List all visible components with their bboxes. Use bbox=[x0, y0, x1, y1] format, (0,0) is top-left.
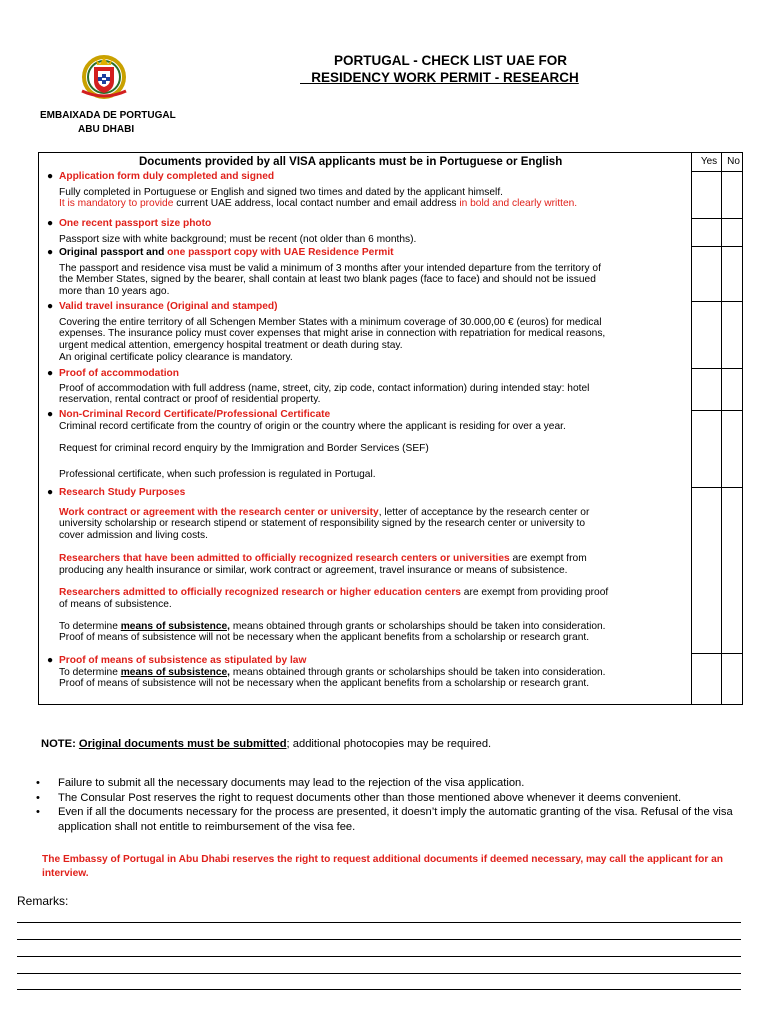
bullet-icon: ● bbox=[47, 487, 54, 498]
page-title-line2: RESIDENCY WORK PERMIT - RESEARCH bbox=[300, 70, 579, 85]
list-item: • Even if all the documents necessary for the process are presented, it doesn’t imply the automatic granting of the visa. Refusal of the visa application shall not entitle to reimbursement of the visa fee. bbox=[36, 806, 733, 833]
bullet-icon: ● bbox=[47, 409, 54, 420]
remarks-line bbox=[17, 956, 741, 957]
bullet-icon: ● bbox=[47, 218, 54, 229]
embassy-city: ABU DHABI bbox=[78, 124, 135, 135]
list-item: • Failure to submit all the necessary documents may lead to the rejection of the visa application. bbox=[36, 777, 525, 789]
bullet-icon: ● bbox=[47, 171, 54, 182]
bullet-icon: ● bbox=[47, 301, 54, 312]
bullet-icon: • bbox=[36, 791, 40, 804]
item-title: Proof of means of subsistence as stipulated by law bbox=[59, 655, 307, 666]
bullet-icon: ● bbox=[47, 368, 54, 379]
remarks-line bbox=[17, 922, 741, 923]
bullet-icon: ● bbox=[47, 655, 54, 666]
checklist-table bbox=[38, 152, 743, 705]
yes-column-header: Yes bbox=[700, 156, 718, 167]
bullet-icon: • bbox=[36, 777, 40, 789]
remarks-line bbox=[17, 989, 741, 990]
embassy-name: EMBAIXADA DE PORTUGAL bbox=[40, 110, 176, 121]
checklist-item-passport: ● Original passport and one passport copy with UAE Residence Permit The passport and residence visa must be valid a minimum of 3 months after your intended departure from the territory of the Member States, signed by the bearer, shall contain at least two blank pages (face to face) and should not be issued more than 10 years ago. bbox=[47, 247, 601, 298]
list-item: • The Consular Post reserves the right to request documents other than those mentioned above whenever it deems convenient. bbox=[36, 791, 682, 804]
item-text: Fully completed in Portuguese or English and signed two times and dated by the applicant himself. bbox=[59, 186, 503, 198]
checklist-item-travel-insurance: ● Valid travel insurance (Original and stamped) Covering the entire territory of all Schengen Member States with a minimum coverage of 30.000,00 € (euros) for medical expenses. The insurance policy must cover expenses that might arise in connection with repatriation for medical reasons, urgent medical attention, emergency hospital treatment or death during stay. An original certificate policy clearance is mandatory. bbox=[47, 301, 692, 364]
bullet-icon: ● bbox=[47, 247, 54, 258]
checklist-item-research-study: ● Research Study Purposes Work contract or agreement with the research center or university, letter of acceptance by the research center or university scholarship or research stipend or statement of responsibility signed by the research center or university to cover admission and living costs. Researchers that have been admitted to officially recognized research centers or universities are exempt from producing any health insurance or similar, work contract or agreement, travel insurance or means of subsistence. Researchers admitted to officially recognized research or higher education centers are exempt from providing proof of means of subsistence. To determine means of subsistence, means obtained through grants or scholarships should be taken into consideration. Proof of means of subsistence will not be necessary when the applicant benefits from a scholarship or research grant. bbox=[47, 487, 692, 644]
remarks-line bbox=[17, 973, 741, 974]
embassy-note: The Embassy of Portugal in Abu Dhabi reserves the right to request additional documents if deemed necessary, may call the applicant for an interview. bbox=[42, 854, 724, 879]
item-text: Passport size with white background; must be recent (not older than 6 months). bbox=[59, 233, 417, 245]
portugal-coat-of-arms-icon bbox=[76, 47, 132, 103]
item-title: Application form duly completed and signed bbox=[59, 171, 275, 182]
no-column-header: No bbox=[727, 156, 740, 167]
remarks-label: Remarks: bbox=[17, 894, 69, 908]
item-title: One recent passport size photo bbox=[59, 218, 212, 229]
item-title: Proof of accommodation bbox=[59, 368, 179, 379]
checklist-item-application-form: ● Application form duly completed and signed Fully completed in Portuguese or English and signed two times and dated by the applicant himself. It is mandatory to provide current UAE address, local contact number and email address in bold and clearly written. bbox=[47, 171, 692, 210]
table-heading: Documents provided by all VISA applicants must be in Portuguese or English bbox=[139, 156, 563, 168]
item-title: Valid travel insurance (Original and stamped) bbox=[59, 301, 278, 312]
item-title: Research Study Purposes bbox=[59, 487, 186, 498]
checklist-item-accommodation: ● Proof of accommodation Proof of accommodation with full address (name, street, city, zip code, contact information) during intended stay: hotel reservation, rental contract or proof of residential property. bbox=[47, 368, 692, 406]
remarks-line bbox=[17, 939, 741, 940]
note-line: NOTE: Original documents must be submitted; additional photocopies may be required. bbox=[41, 738, 492, 750]
bullet-icon: • bbox=[36, 806, 40, 818]
page-title-line1: PORTUGAL - CHECK LIST UAE FOR bbox=[334, 53, 568, 68]
checklist-item-criminal-record: ● Non-Criminal Record Certificate/Professional Certificate Criminal record certificate from the country of origin or the country where the applicant is residing for over a year. Request for criminal record enquiry by the Immigration and Border Services (SEF) Professional certificate, when such profession is regulated in Portugal. bbox=[47, 409, 692, 481]
checklist-item-passport-photo bbox=[47, 218, 692, 245]
checklist-item-means-of-subsistence: ● Proof of means of subsistence as stipulated by law To determine means of subsistence, means obtained through grants or scholarships should be taken into consideration. Proof of means of subsistence will not be necessary when the applicant benefits from a scholarship or research grant. bbox=[47, 655, 692, 690]
item-title: Non-Criminal Record Certificate/Professional Certificate bbox=[59, 409, 331, 420]
conditions-list bbox=[36, 776, 736, 834]
